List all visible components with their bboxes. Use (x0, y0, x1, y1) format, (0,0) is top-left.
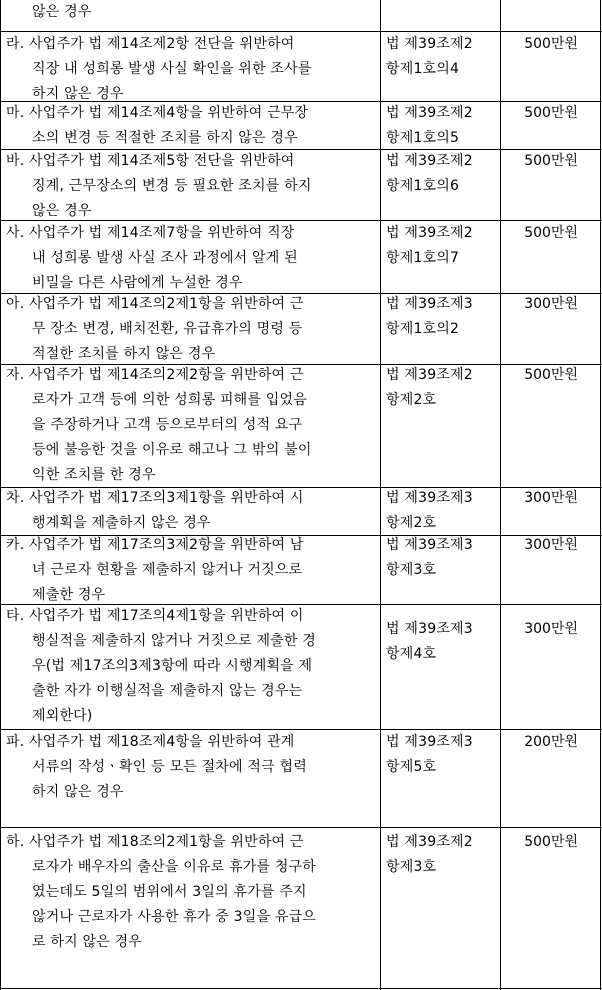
fine-amount: 300만원 (524, 296, 578, 312)
table-row (6, 221, 378, 296)
fine-amount: 500만원 (524, 36, 578, 52)
violation-text: 않거나 근로자가 사용한 휴가 중 3일을 유급으 (32, 909, 317, 925)
violation-text: 로자가 배우자의 출산을 이유로 휴가를 청구하 (32, 859, 317, 875)
violation-text: 직장 내 성희롱 발생 사실 확인을 위한 조사를 (32, 61, 312, 77)
violation-text: 징계, 근무장소의 변경 등 필요한 조치를 하지 (32, 178, 312, 194)
violation-text: 자. 사업주가 법 제14조의2제2항을 위반하여 근 (6, 367, 304, 383)
legal-basis: 법 제39조제2 항제1호의6 (386, 153, 473, 194)
legal-basis: 법 제39조제2 항제1호의7 (386, 225, 473, 266)
legal-basis: 법 제39조제3 항제1호의2 (386, 296, 473, 337)
fine-amount: 500만원 (524, 834, 578, 850)
violation-text: 소의 변경 등 적절한 조치를 하지 않은 경우 (32, 130, 298, 146)
violation-text: 카. 사업주가 법 제17조의3제2항을 위반하여 남 (6, 537, 304, 553)
violation-text: 을 주장하거나 고객 등으로부터의 성적 요구 (32, 417, 303, 433)
violation-text: 등에 불응한 것을 이유로 해고나 그 밖의 불이 (32, 442, 312, 458)
fine-amount: 300만원 (524, 537, 578, 553)
violation-text: 였는데도 5일의 범위에서 3일의 휴가를 주지 (32, 884, 307, 900)
fine-amount: 500만원 (524, 105, 578, 121)
fine-amount: 500만원 (524, 153, 578, 169)
table-row (6, 533, 378, 608)
violation-text: 라. 사업주가 법 제14조제2항 전단을 위반하여 (6, 36, 295, 52)
table-row (6, 363, 378, 488)
violation-text: 바. 사업주가 법 제14조제5항 전단을 위반하여 (6, 153, 295, 169)
table-row (6, 101, 378, 151)
violation-text: 차. 사업주가 법 제17조의3제1항을 위반하여 시 (6, 490, 304, 506)
violation-text: 익한 조치를 한 경우 (32, 467, 156, 483)
violation-text: 서류의 작성ㆍ확인 등 모든 절차에 적극 협력 (32, 759, 307, 775)
violation-text: 행실적을 제출하지 않거나 거짓으로 제출한 경 (32, 633, 317, 649)
violation-text: 비밀을 다른 사람에게 누설한 경우 (32, 275, 243, 291)
table-row (6, 0, 378, 25)
table-row (6, 604, 378, 729)
legal-basis: 법 제39조제2 항제1호의4 (386, 36, 473, 77)
legal-basis: 법 제39조제2 항제1호의5 (386, 105, 473, 146)
fine-amount: 300만원 (524, 490, 578, 506)
row-divider (0, 827, 602, 828)
violation-text: 하지 않은 경우 (32, 86, 124, 102)
legal-basis: 법 제39조제2 항제2호 (386, 367, 473, 408)
violation-text: 로자가 고객 등에 의한 성희롱 피해를 입었음 (32, 392, 307, 408)
violation-text: 제출한 경우 (32, 587, 106, 603)
violation-text: 무 장소 변경, 배치전환, 유급휴가의 명령 등 (32, 321, 303, 337)
violation-text: 녀 근로자 현황을 제출하지 않거나 거짓으로 (32, 562, 303, 578)
violation-text: 아. 사업주가 법 제14조의2제1항을 위반하여 근 (6, 296, 304, 312)
violation-text: 하. 사업주가 법 제18조의2제1항을 위반하여 근 (6, 834, 304, 850)
legal-basis: 법 제39조제3 항제4호 (386, 621, 473, 662)
legal-basis: 법 제39조제2 항제3호 (386, 834, 473, 875)
fine-amount: 500만원 (524, 367, 578, 383)
violation-text: 파. 사업주가 법 제18조제4항을 위반하여 관계 (6, 734, 295, 750)
violation-text: 행계획을 제출하지 않은 경우 (32, 515, 211, 531)
violation-text: 않은 경우 (32, 4, 92, 20)
legal-basis: 법 제39조제3 항제5호 (386, 734, 473, 775)
table-row (6, 730, 378, 805)
violation-text: 로 하지 않은 경우 (32, 934, 143, 950)
legal-basis: 법 제39조제3 항제2호 (386, 490, 473, 531)
table-border-bottom (0, 988, 602, 989)
violation-text: 우(법 제17조의3제3항에 따라 시행계획을 제 (32, 658, 313, 674)
violation-text: 마. 사업주가 법 제14조제4항을 위반하여 근무장 (6, 105, 309, 121)
fine-amount: 300만원 (524, 621, 578, 637)
violation-text: 내 성희롱 발생 사실 조사 과정에서 알게 된 (32, 250, 298, 266)
table-row (6, 32, 378, 107)
violation-text: 출한 자가 이행실적을 제출하지 않는 경우는 (32, 683, 303, 699)
fine-amount: 200만원 (524, 734, 578, 750)
violation-text: 사. 사업주가 법 제14조제7항을 위반하여 직장 (6, 225, 295, 241)
violation-text: 제외한다) (32, 708, 93, 724)
violation-text: 않은 경우 (32, 203, 92, 219)
violation-text: 하지 않은 경우 (32, 784, 124, 800)
table-row (6, 830, 378, 955)
table-row (6, 486, 378, 536)
table-row (6, 292, 378, 367)
violation-text: 타. 사업주가 법 제17조의4제1항을 위반하여 이 (6, 608, 304, 624)
violation-text: 적절한 조치를 하지 않은 경우 (32, 346, 216, 362)
fine-amount: 500만원 (524, 225, 578, 241)
legal-basis: 법 제39조제3 항제3호 (386, 537, 473, 578)
table-row (6, 149, 378, 224)
